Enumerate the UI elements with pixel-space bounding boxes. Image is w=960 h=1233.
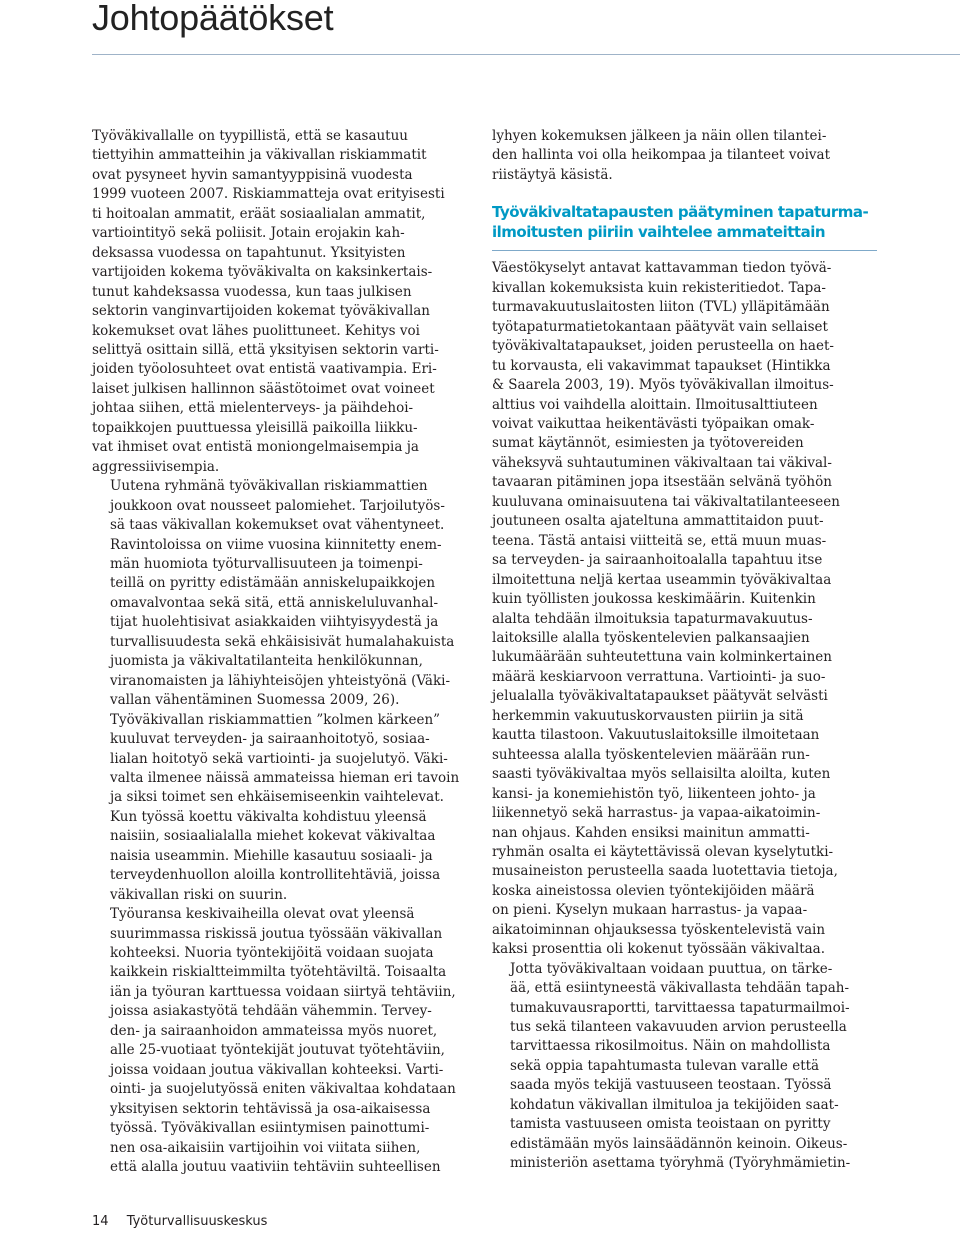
text-line: joissa asiakastyötä tehdään vähemmin. Tervey- bbox=[110, 1003, 432, 1020]
text-line: terveydenhuollon aloilla kontrollitehtäviä, joissa bbox=[110, 867, 441, 884]
text-line: johtaa siihen, että mielenterveys- ja päihdehoi- bbox=[92, 400, 414, 417]
text-line: ilmoitusten piiriin vaihtelee ammateittain bbox=[492, 223, 826, 242]
text-line: kautta tilastoon. Vakuutuslaitoksille ilmoitetaan bbox=[492, 727, 820, 744]
text-line: joutuneen osalta ajateltuna ammattitaidon puut- bbox=[492, 513, 824, 530]
text-line: Työuransa keskivaiheilla olevat ovat yleensä bbox=[110, 906, 415, 923]
text-line: saasti työväkivaltaa myös sellaisilta aloilta, kuten bbox=[492, 766, 831, 783]
text-line: työtapaturmatietokantaan päätyvät vain sellaiset bbox=[492, 318, 828, 335]
text-line: Työväkivallan riskiammattien ”kolmen kärkeen” bbox=[110, 711, 441, 728]
text-line: teillä on pyritty edistämään anniskelupaikkojen bbox=[110, 575, 436, 592]
text-line: riistäytyä käsistä. bbox=[492, 166, 613, 183]
text-line: deksassa vuodessa on tapahtunut. Yksityisten bbox=[92, 244, 406, 261]
text-line: ovat pysyneet hyvin samantyyppisinä vuodesta bbox=[92, 166, 413, 183]
text-line: sektorin vanginvartijoiden kokemat työväkivallan bbox=[92, 303, 431, 320]
paragraph bbox=[492, 259, 877, 959]
text-line: Työväkivallalle on tyypillistä, että se kasautuu bbox=[92, 128, 408, 144]
right-column bbox=[492, 127, 877, 1174]
text-line: joissa voidaan joutua väkivallan kohteeksi. Varti- bbox=[110, 1061, 444, 1078]
text-line: Kun työssä koettu väkivalta kohdistuu yleensä bbox=[110, 808, 427, 825]
text-line: koska aineistossa olevien työntekijöiden määrä bbox=[492, 882, 815, 899]
text-line: viranomaisten ja lähiyhteisöjen yhteistyönä (Väki- bbox=[110, 672, 451, 689]
text-line: on pieni. Kyselyn mukaan harrastus- ja vapaa- bbox=[492, 902, 808, 919]
text-line: yksityisen sektorin tehtävissä ja osa-aikaisessa bbox=[110, 1100, 431, 1117]
page-number: 14 bbox=[92, 1214, 109, 1229]
text-line: aggressiivisempia. bbox=[92, 458, 220, 475]
text-line: ti hoitoalan ammatit, eräät sosiaalialan ammatit, bbox=[92, 205, 426, 222]
paragraph bbox=[92, 127, 477, 477]
left-column bbox=[92, 127, 477, 1177]
paragraph bbox=[492, 960, 877, 1174]
text-line: kohdatun väkivallan ilmituloa ja tekijöiden saat- bbox=[510, 1096, 839, 1113]
text-line: jelualalla työväkivaltatapaukset päätyvät selvästi bbox=[492, 688, 828, 705]
text-line: alalta tehdään ilmoituksia tapaturmavakuutus- bbox=[492, 610, 813, 627]
text-line: tamista vastuuseen omista teoistaan on pyritty bbox=[510, 1116, 831, 1133]
text-line: den- ja sairaanhoidon ammateissa myös nuoret, bbox=[110, 1022, 438, 1039]
text-line: saada myös tekijä vastuuseen teostaan. Työssä bbox=[510, 1077, 832, 1094]
text-line: kuuluvana ominaisuutena tai väkivaltatilanteeseen bbox=[492, 493, 840, 510]
text-line: laitoksille alalla työskentelevien palkansaajien bbox=[492, 629, 810, 646]
text-line: tus sekä tilanteen vakavuuden arvion perusteella bbox=[510, 1019, 847, 1036]
text-line: lialan hoitotyö sekä vartiointi- ja suojelutyö. Väki- bbox=[110, 750, 448, 767]
text-line: kivallan kokemuksista kuin rekisteritiedot. Tapa- bbox=[492, 279, 826, 296]
text-line: iän ja työuran karttuessa voidaan siirtyä tehtäviin, bbox=[110, 983, 456, 1000]
text-line: musaineiston perusteella saada luotettavia tietoja, bbox=[492, 863, 838, 880]
text-line: ryhmän osalta ei käytettävissä olevan kyselytutki- bbox=[492, 843, 834, 860]
title-divider bbox=[92, 54, 960, 55]
text-line: tavaaran pitäminen jopa itsestään selvänä työhön bbox=[492, 474, 832, 491]
section-heading bbox=[492, 202, 877, 242]
text-line: alttius voi vaihdella aloittain. Ilmoitusalttiuteen bbox=[492, 396, 818, 413]
paragraph bbox=[92, 905, 477, 1177]
text-line: turmavakuutuslaitosten liiton (TVL) ylläpitämään bbox=[492, 299, 830, 316]
text-line: ointi- ja suojelutyössä eniten väkivaltaa kohdataan bbox=[110, 1081, 456, 1098]
page-title: Johtopäätökset bbox=[92, 0, 334, 38]
text-line: vartijoiden kokema työväkivalta on kaksinkertais- bbox=[92, 264, 433, 281]
text-line: selittyä osittain sillä, että yksityisen sektorin varti- bbox=[92, 341, 439, 358]
text-line: kansi- ja konemiehistön työ, liikenteen johto- ja bbox=[492, 785, 816, 802]
text-line: että alalla joutuu vaativiin tehtäviin suhteellisen bbox=[110, 1159, 441, 1176]
text-line: naisiin, sosiaalialalla miehet kokevat väkivaltaa bbox=[110, 828, 436, 845]
text-line: kohteeksi. Nuoria työntekijöitä voidaan suojata bbox=[110, 945, 434, 962]
text-line: tu korvausta, eli vakavimmat tapaukset (Hintikka bbox=[492, 357, 831, 374]
text-line: valta ilmenee näissä ammateissa hieman eri tavoin bbox=[110, 769, 460, 786]
text-line: & Saarela 2003, 19). Myös työväkivallan ilmoitus- bbox=[492, 377, 834, 394]
text-line: Työväkivaltatapausten päätyminen tapaturma- bbox=[492, 203, 869, 222]
text-line: ilmoitettuna neljä kertaa useammin työväkivaltaa bbox=[492, 571, 832, 588]
text-line: lukumäärään suhteutettuna vain kolminkertainen bbox=[492, 649, 832, 666]
text-line: topaikkojen puuttuessa yleisillä paikoilla liikku- bbox=[92, 419, 418, 436]
text-line: naisia useammin. Miehille kasautuu sosiaali- ja bbox=[110, 847, 433, 864]
text-line: Jotta työväkivaltaan voidaan puuttua, on tärke- bbox=[510, 960, 833, 977]
text-line: omavalvontaa sekä sitä, että anniskeluluvanhal- bbox=[110, 594, 439, 611]
text-line: Väestökyselyt antavat kattavamman tiedon työvä- bbox=[492, 260, 832, 277]
text-line: tijat huolehtisivat asiakkaiden viihtyisyydestä ja bbox=[110, 614, 439, 631]
text-line: tiettyihin ammatteihin ja väkivallan riskiammatit bbox=[92, 147, 427, 164]
text-line: kuuluvat terveyden- ja sairaanhoitotyö, sosiaa- bbox=[110, 731, 430, 748]
text-line: joiden työolosuhteet ovat entistä vaativampia. Eri- bbox=[92, 361, 437, 378]
text-line: juomista ja väkivaltatilanteita henkilökunnan, bbox=[110, 653, 423, 670]
text-line: nan ohjaus. Kahden ensiksi mainitun ammatti- bbox=[492, 824, 810, 841]
text-line: kuin työllisten joukossa keskimäärin. Kuitenkin bbox=[492, 591, 816, 608]
text-line: ja siksi toimet sen ehkäisemiseenkin vaihtelevat. bbox=[110, 789, 444, 806]
text-line: tumakuvausraportti, tarvittaessa tapaturmailmoi- bbox=[510, 999, 850, 1016]
publisher-name: Työturvallisuuskeskus bbox=[126, 1214, 268, 1229]
text-line: Ravintoloissa on viime vuosina kiinnitetty enem- bbox=[110, 536, 442, 553]
text-line: nen osa-aikaisiin vartijoihin voi viitata siihen, bbox=[110, 1139, 421, 1156]
paragraph bbox=[492, 127, 877, 185]
text-line: kaikkein riskialtteimmilta työtehtäviltä. Toisaalta bbox=[110, 964, 447, 981]
text-line: tunut kahdeksassa vuodessa, kun taas julkisen bbox=[92, 283, 412, 300]
text-line: väkivallan riski on suurin. bbox=[110, 886, 288, 903]
text-line: joukkoon ovat nousseet palomiehet. Tarjoilutyös- bbox=[110, 497, 445, 514]
text-line: ministeriön asettama työryhmä (Työryhmämietin- bbox=[510, 1155, 851, 1172]
text-line: aikatoiminnan ohjauksessa työskentelevistä vain bbox=[492, 921, 826, 938]
text-line: voivat vaikuttaa heikentävästi työpaikan omak- bbox=[492, 415, 815, 432]
paragraph bbox=[92, 477, 477, 710]
text-line: turvallisuudesta sekä ehkäisisivät humalahakuista bbox=[110, 633, 455, 650]
text-line: suhteessa alalla työskentelevien määrään run- bbox=[492, 746, 810, 763]
text-line: den hallinta voi olla heikompaa ja tilanteet voivat bbox=[492, 147, 831, 164]
text-line: sä taas väkivallan kokemukset ovat vähentyneet. bbox=[110, 517, 445, 534]
text-line: män huomiota työturvallisuuteen ja toimenpi- bbox=[110, 555, 423, 572]
text-line: väheksyvä suhtautuminen väkivaltaan tai väkival- bbox=[492, 454, 832, 471]
text-line: vallan vähentäminen Suomessa 2009, 26). bbox=[110, 692, 400, 709]
text-line: vartiointityö sekä poliisit. Jotain erojakin kah- bbox=[92, 225, 405, 242]
text-line: laiset julkisen hallinnon säästötoimet ovat voineet bbox=[92, 380, 435, 397]
text-line: alle 25-vuotiaat työntekijät joutuvat työtehtäviin, bbox=[110, 1042, 445, 1059]
text-line: 1999 vuoteen 2007. Riskiammatteja ovat erityisesti bbox=[92, 186, 445, 203]
text-line: vat ihmiset ovat entistä moniongelmaisempia ja bbox=[92, 439, 419, 456]
text-line: liikennetyö sekä harrastus- ja vapaa-aikatoimin- bbox=[492, 805, 821, 822]
text-line: lyhyen kokemuksen jälkeen ja näin ollen tilantei- bbox=[492, 128, 827, 144]
text-line: työväkivaltatapaukset, joiden perusteella on haet- bbox=[492, 338, 834, 355]
text-line: työssä. Työväkivallan esiintymisen painottumi- bbox=[110, 1120, 430, 1137]
section-heading-divider bbox=[492, 250, 877, 251]
text-line: teena. Tästä antaisi viitteitä se, että muun muas- bbox=[492, 532, 827, 549]
text-line: tarvittaessa rikosilmoitus. Näin on mahdollista bbox=[510, 1038, 831, 1055]
text-line: edistämään myös lainsäädännön keinoin. Oikeus- bbox=[510, 1135, 848, 1152]
text-line: sekä oppia tapahtumasta tulevan varalle että bbox=[510, 1057, 820, 1074]
text-line: sumat käytännöt, esimiesten ja työtovereiden bbox=[492, 435, 804, 452]
text-line: kaksi prosenttia oli kokenut työssään väkivaltaa. bbox=[492, 941, 826, 958]
paragraph bbox=[92, 711, 477, 906]
page-footer bbox=[92, 1214, 267, 1229]
text-line: sa terveyden- ja sairaanhoitoalalla tapahtuu itse bbox=[492, 552, 823, 569]
text-line: kokemukset ovat lähes puolittuneet. Kehitys voi bbox=[92, 322, 420, 339]
text-line: herkemmin vakuutuskorvausten piiriin ja sitä bbox=[492, 707, 804, 724]
text-line: Uutena ryhmänä työväkivallan riskiammattien bbox=[110, 478, 428, 495]
text-line: ää, että esiintyneestä väkivallasta tehdään tapah- bbox=[510, 980, 850, 997]
text-line: määrä keskiarvoon verrattuna. Vartiointi- ja suo- bbox=[492, 668, 826, 685]
text-line: suurimmassa riskissä joutua työssään väkivallan bbox=[110, 925, 443, 942]
